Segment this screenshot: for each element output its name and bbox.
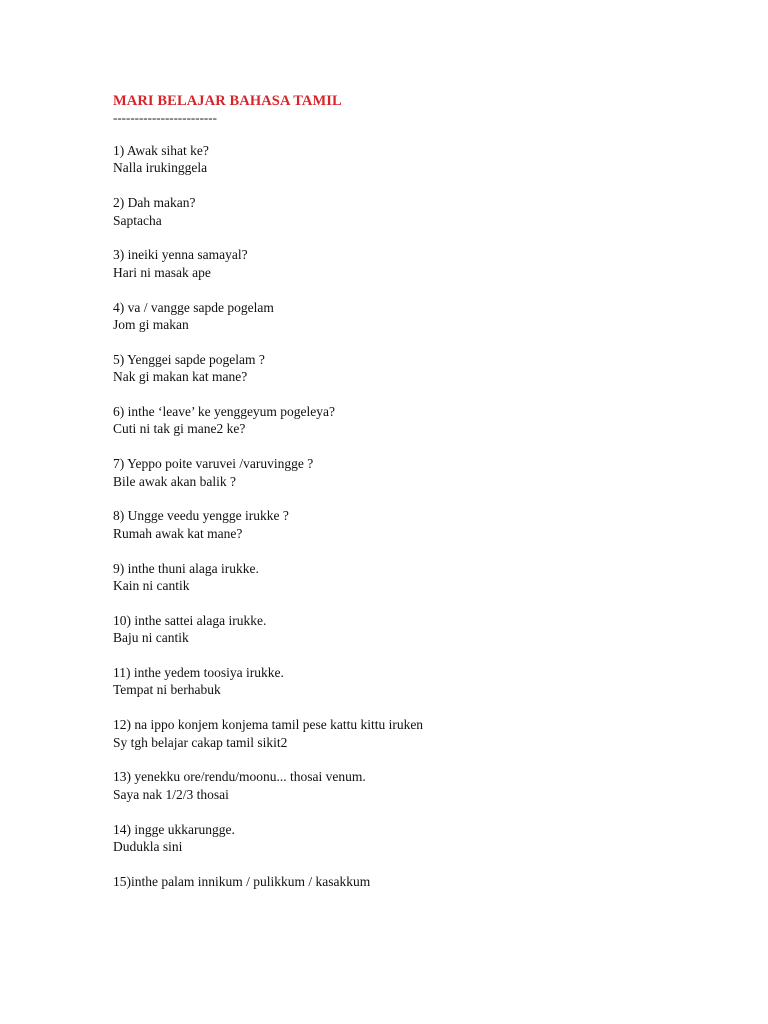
malay-translation: Dudukla sini [113, 839, 183, 855]
malay-translation: Nak gi makan kat mane? [113, 369, 248, 385]
tamil-phrase: 2) Dah makan? [113, 195, 196, 211]
malay-translation: Hari ni masak ape [113, 264, 211, 280]
list-item [113, 873, 733, 890]
title-separator: ------------------------ [113, 110, 217, 125]
document-page [113, 92, 733, 908]
list-item [113, 664, 733, 699]
list-item [113, 507, 733, 542]
tamil-phrase: 11) inthe yedem toosiya irukke. [113, 665, 284, 681]
malay-translation: Kain ni cantik [113, 578, 190, 594]
list-item [113, 246, 733, 281]
tamil-phrase: 1) Awak sihat ke? [113, 143, 209, 158]
malay-translation: Cuti ni tak gi mane2 ke? [113, 421, 246, 437]
list-item [113, 455, 733, 490]
tamil-phrase: 10) inthe sattei alaga irukke. [113, 612, 267, 628]
malay-translation: Nalla irukinggela [113, 160, 208, 176]
tamil-phrase: 7) Yeppo poite varuvei /varuvingge ? [113, 456, 314, 472]
tamil-phrase: 9) inthe thuni alaga irukke. [113, 560, 259, 576]
document-title: MARI BELAJAR BAHASA TAMIL [113, 93, 342, 109]
malay-translation: Sy tgh belajar cakap tamil sikit2 [113, 734, 288, 750]
list-item [113, 403, 733, 438]
malay-translation: Saptacha [113, 212, 162, 228]
list-item [113, 351, 733, 386]
tamil-phrase: 15)inthe palam innikum / pulikkum / kasakkum [113, 873, 371, 889]
malay-translation: Tempat ni berhabuk [113, 682, 221, 698]
malay-translation: Jom gi makan [113, 317, 189, 333]
tamil-phrase: 13) yenekku ore/rendu/moonu... thosai venum. [113, 769, 366, 785]
list-item [113, 716, 733, 751]
malay-translation: Baju ni cantik [113, 630, 189, 646]
list-item [113, 560, 733, 595]
tamil-phrase: 12) na ippo konjem konjema tamil pese kattu kittu iruken [113, 717, 424, 733]
tamil-phrase: 5) Yenggei sapde pogelam ? [113, 351, 265, 367]
tamil-phrase: 6) inthe ‘leave’ ke yenggeyum pogeleya? [113, 404, 336, 420]
tamil-phrase: 3) ineiki yenna samayal? [113, 247, 248, 263]
tamil-phrase: 4) va / vangge sapde pogelam [113, 299, 274, 315]
list-item [113, 612, 733, 647]
tamil-phrase: 8) Ungge veedu yengge irukke ? [113, 508, 289, 524]
tamil-phrase: 14) ingge ukkarungge. [113, 821, 235, 837]
list-item [113, 142, 733, 177]
malay-translation: Rumah awak kat mane? [113, 525, 243, 541]
list-item [113, 821, 733, 856]
phrase-list [113, 142, 733, 890]
malay-translation: Bile awak akan balik ? [113, 473, 236, 489]
list-item [113, 299, 733, 334]
list-item [113, 194, 733, 229]
malay-translation: Saya nak 1/2/3 thosai [113, 786, 229, 802]
list-item [113, 768, 733, 803]
